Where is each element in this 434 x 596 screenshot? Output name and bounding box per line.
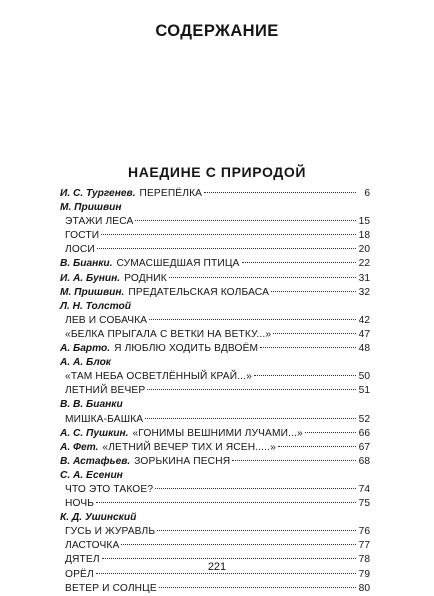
- dot-leader: [204, 192, 356, 193]
- toc-page: 52: [358, 413, 370, 425]
- toc-page: 31: [358, 272, 370, 284]
- toc-author: М. Пришвин: [60, 202, 122, 214]
- toc-title: ВЕТЕР И СОЛНЦЕ: [65, 582, 157, 594]
- toc-title: ПРЕДАТЕЛЬСКАЯ КОЛБАСА: [128, 286, 270, 298]
- toc-page: 42: [358, 314, 370, 326]
- toc-entry: [60, 286, 370, 300]
- toc-title: ЛЕВ И СОБАЧКА: [65, 314, 148, 326]
- toc-page: 80: [358, 582, 370, 594]
- dot-leader: [155, 488, 356, 489]
- toc-title: ЛАСТОЧКА: [65, 540, 120, 552]
- toc-author-heading: [60, 511, 370, 525]
- toc-entry: [60, 243, 370, 257]
- toc-author: А. С. Пушкин.: [60, 427, 129, 439]
- toc-title: ЭТАЖИ ЛЕСА: [65, 216, 134, 228]
- toc-title: ЧТО ЭТО ТАКОЕ?: [65, 483, 154, 495]
- toc-title: ЗОРЬКИНА ПЕСНЯ: [134, 455, 231, 467]
- dot-leader: [149, 319, 356, 320]
- toc-author: С. А. Есенин: [60, 469, 123, 481]
- section-title: НАЕДИНЕ С ПРИРОДОЙ: [128, 164, 306, 180]
- toc-author-heading: [60, 469, 370, 483]
- table-of-contents: [60, 187, 370, 596]
- dot-leader: [242, 262, 356, 263]
- toc-author: А. А. Блок: [60, 357, 111, 369]
- toc-page: 20: [358, 244, 370, 256]
- dot-leader: [271, 291, 356, 292]
- toc-author: И. С. Тургенев.: [60, 188, 136, 199]
- toc-entry: [60, 257, 370, 271]
- toc-entry: [60, 370, 370, 384]
- toc-author: М. Пришвин.: [60, 286, 125, 298]
- toc-title: ОРЁЛ: [65, 568, 94, 580]
- toc-page: 50: [358, 371, 370, 383]
- toc-title: ЛОСИ: [65, 244, 95, 256]
- toc-title: «ГОНИМЫ ВЕШНИМИ ЛУЧАМИ...»: [132, 427, 303, 439]
- dot-leader: [97, 248, 356, 249]
- toc-title: РОДНИК: [124, 272, 167, 284]
- toc-entry: [60, 525, 370, 539]
- toc-page: 48: [358, 343, 370, 355]
- toc-title: Я ЛЮБЛЮ ХОДИТЬ ВДВОЁМ: [114, 343, 259, 355]
- toc-entry: [60, 483, 370, 497]
- toc-page: 76: [358, 526, 370, 538]
- toc-page: 47: [358, 328, 370, 340]
- toc-page: 22: [358, 258, 370, 270]
- dot-leader: [273, 333, 356, 334]
- toc-author-heading: [60, 356, 370, 370]
- toc-entry: [60, 384, 370, 398]
- dot-leader: [278, 446, 356, 447]
- page-number: 221: [207, 561, 227, 573]
- dot-leader: [157, 530, 356, 531]
- toc-entry: [60, 215, 370, 229]
- toc-title: ЛЕТНИЙ ВЕЧЕР: [65, 385, 146, 397]
- toc-title: ПЕРЕПЁЛКА: [139, 188, 203, 199]
- toc-entry: [60, 441, 370, 455]
- toc-author: В. В. Бианки: [60, 399, 123, 411]
- toc-page: 32: [358, 286, 370, 298]
- toc-title: ДЯТЕЛ: [65, 554, 100, 566]
- toc-entry: [60, 455, 370, 469]
- toc-author: В. Астафьев.: [60, 455, 131, 467]
- dot-leader: [232, 460, 356, 461]
- page-title: СОДЕРЖАНИЕ: [155, 22, 279, 40]
- toc-entry: [60, 497, 370, 511]
- toc-author-heading: [60, 398, 370, 412]
- toc-page: 51: [358, 385, 370, 397]
- toc-title: СУМАСШЕДШАЯ ПТИЦА: [116, 258, 240, 270]
- dot-leader: [96, 502, 356, 503]
- toc-entry: [60, 229, 370, 243]
- dot-leader: [135, 220, 356, 221]
- toc-entry: [60, 413, 370, 427]
- dot-leader: [145, 418, 356, 419]
- toc-page: 74: [358, 483, 370, 495]
- dot-leader: [260, 347, 356, 348]
- toc-title: «БЕЛКА ПРЫГАЛА С ВЕТКИ НА ВЕТКУ...»: [65, 328, 272, 340]
- dot-leader: [169, 277, 356, 278]
- toc-page: 75: [358, 498, 370, 510]
- toc-page: 68: [358, 455, 370, 467]
- toc-title: НОЧЬ: [65, 498, 95, 510]
- toc-author: А. Фет.: [60, 441, 99, 453]
- toc-page: 18: [358, 230, 370, 242]
- toc-entry: [60, 328, 370, 342]
- toc-author: И. А. Бунин.: [60, 272, 121, 284]
- toc-title: «ЛЕТНИЙ ВЕЧЕР ТИХ И ЯСЕН.....»: [102, 441, 276, 453]
- toc-author: А. Барто.: [60, 343, 111, 355]
- dot-leader: [101, 234, 356, 235]
- dot-leader: [102, 558, 356, 559]
- toc-entry: [60, 272, 370, 286]
- toc-title: «ТАМ НЕБА ОСВЕТЛЁННЫЙ КРАЙ...»: [65, 371, 252, 383]
- toc-page: 15: [358, 216, 370, 228]
- toc-author: К. Д. Ушинский: [60, 512, 137, 524]
- toc-page: 78: [358, 554, 370, 566]
- toc-title: ГУСЬ И ЖУРАВЛЬ: [65, 526, 156, 538]
- dot-leader: [254, 375, 356, 376]
- toc-entry: [60, 314, 370, 328]
- toc-page: 66: [358, 427, 370, 439]
- dot-leader: [121, 544, 356, 545]
- toc-author: В. Бианки.: [60, 258, 113, 270]
- toc-entry: [60, 539, 370, 553]
- toc-entry: [60, 187, 370, 201]
- toc-page: 77: [358, 540, 370, 552]
- toc-title: ГОСТИ: [65, 230, 100, 242]
- toc-entry: [60, 342, 370, 356]
- toc-author-heading: [60, 201, 370, 215]
- toc-title: МИШКА-БАШКА: [65, 413, 144, 425]
- toc-author: Л. Н. Толстой: [60, 300, 131, 312]
- toc-page: 79: [358, 568, 370, 580]
- dot-leader: [305, 432, 356, 433]
- toc-entry: [60, 427, 370, 441]
- toc-author-heading: [60, 300, 370, 314]
- toc-page: 6: [364, 188, 370, 199]
- toc-page: 67: [358, 441, 370, 453]
- dot-leader: [159, 587, 356, 588]
- dot-leader: [147, 389, 356, 390]
